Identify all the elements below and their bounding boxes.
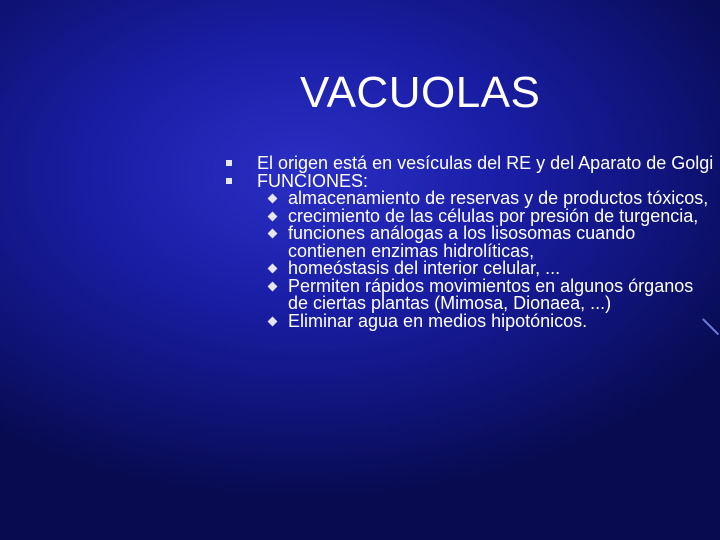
diamond-bullet-icon: [268, 281, 278, 291]
diamond-bullet-icon: [268, 316, 278, 326]
slide-title: VACUOLAS: [300, 68, 541, 117]
bullet-text: El origen está en vesículas del RE y del Aparato de Golgi: [257, 153, 714, 173]
square-bullet-icon: [226, 160, 232, 166]
bullet-text: FUNCIONES:: [257, 170, 369, 191]
square-bullet-icon: [226, 178, 232, 184]
bullet-list: [226, 155, 716, 330]
sub-bullet-text: homeóstasis del interior celular, ...: [288, 258, 561, 278]
sub-bullet-text: Permiten rápidos movimientos en algunos órganos de ciertas plantas (Mimosa, Dionaea, ...): [288, 275, 694, 313]
sub-bullet-item: [257, 275, 716, 313]
sub-bullet-item: [257, 225, 716, 260]
sub-bullet-list: [257, 190, 716, 330]
sub-bullet-text: almacenamiento de reservas y de productos tóxicos,: [288, 188, 709, 208]
sub-bullet-text: Eliminar agua en medios hipotónicos.: [288, 310, 588, 331]
diamond-bullet-icon: [268, 229, 278, 239]
diamond-bullet-icon: [268, 211, 278, 221]
sub-bullet-item: [257, 310, 716, 331]
diamond-bullet-icon: [268, 194, 278, 204]
bullet-item-funciones: [226, 170, 716, 331]
diamond-bullet-icon: [268, 264, 278, 274]
bullet-item-origin: [226, 155, 716, 173]
sub-bullet-text: funciones análogas a los lisosomas cuando contienen enzimas hidrolíticas,: [288, 223, 636, 261]
sub-bullet-text: crecimiento de las células por presión de turgencia,: [288, 205, 699, 226]
